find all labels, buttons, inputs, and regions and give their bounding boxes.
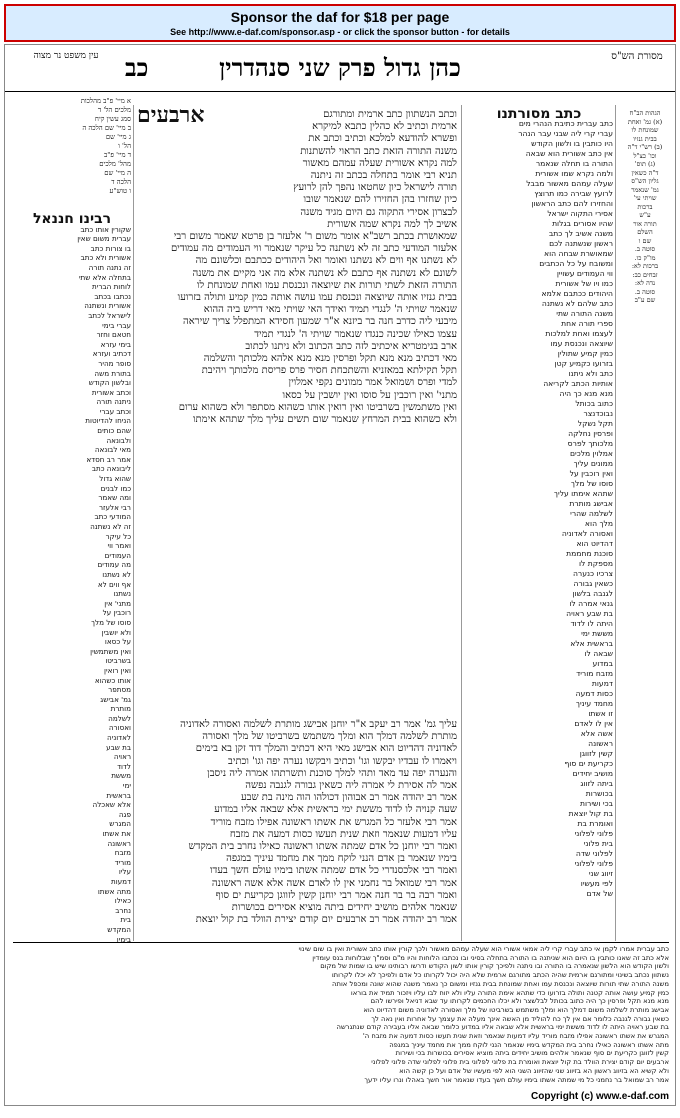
- margin-note: (ב) רש"י ד"ה: [627, 143, 663, 151]
- commentary-line: על כסאו: [104, 637, 131, 647]
- rashi-line: כמו ויו של אשורית: [555, 279, 613, 288]
- gemara-line: התורה הזאת לשתי תורות את שיוצאה ונכנסת עמו ואחת שמונחת לו: [196, 279, 457, 291]
- rashi-line: בזרועו כקמיע קטן: [554, 359, 613, 368]
- sponsor-headline[interactable]: Sponsor the daf for $18 per page: [230, 9, 450, 25]
- rashi-line: התורה בו תחלה שנאמר: [535, 159, 613, 168]
- rashi-line: ואין רוכבין על: [569, 469, 613, 478]
- ein-mishpat-label: עין משפט נר מצוה: [33, 51, 99, 61]
- commentary-line: רבי אלעזר: [98, 502, 131, 512]
- gemara-line: בימיו שנאמר בן אדם הנני לוקח ממך את מחמד עיניך במגפה: [226, 853, 457, 865]
- gemara-line: מיבעי ליה כדרב חנה בר ביזנא א"ר שמעון חסידא המתפלל צריך שיראה: [183, 316, 457, 328]
- margin-note: ה מיי' שם: [104, 169, 131, 177]
- rashi-line: בראשית אלא: [570, 639, 613, 648]
- gemara-line: למה נקרא אשורית שעלה עמהם מאשור: [302, 157, 457, 169]
- page-header: [5, 49, 675, 89]
- rashi-line: היהודים ככתבם אלמא: [541, 289, 613, 298]
- commentary-line: לדוד: [117, 761, 131, 771]
- rashi-line: לפי מעשיו: [580, 879, 613, 888]
- rashi-line: לפלוני שדה: [575, 849, 613, 858]
- commentary-line: דמעות: [111, 876, 131, 886]
- bottom-commentary-line: כמין קמיע עושה אותה קטנה ותולה בזרועו כדי שתהא אימת התורה עליו ולא יזוח לבו עליו ויזכור תמיד את בוראו: [350, 988, 669, 997]
- gemara-line: ואמר רבה בר בר חנה אמר רבי יוחנן קשין לזווגן כקריעת ים סוף: [215, 889, 457, 901]
- gemara-line: אשיב לך למה נקרא שמה אשורית: [327, 218, 457, 230]
- rashi-line: כתב שלהם לא נשתנה: [541, 299, 613, 308]
- rashi-line: מספקת לו: [578, 559, 613, 568]
- commentary-line: ראויה: [113, 752, 131, 762]
- rashi-line: ראשון שנשתנה לכם: [549, 239, 613, 248]
- rashi-line: ולמה נקרא שמו אשורית: [535, 169, 613, 178]
- rashi-line: בית פלוני: [583, 839, 613, 848]
- masoret-hashas-column: [617, 109, 673, 939]
- gemara-line: בבית גנזיו אותה שיוצאה ונכנסת עמו עושה אותה כמין קמיע ותולה בזרועו: [177, 292, 457, 304]
- bottom-commentary-line: ולשון הקודש הוא הלשון שנאמרה בו התורה ובו ניתנה ולפיכך קורין אותו לשון הקודש ודרשו רבותינו שיש בו שמות של מקום: [320, 962, 669, 971]
- gemara-line: עליו דמעות שנאמר וזאת שנית תעשו כסות דמעה את מזבח: [229, 828, 457, 840]
- bottom-commentary-line: ולא קשיא הא בזיווג ראשון הא בזיווג שני שהזיווג השני הוא לפי מעשיו של אדם ועל כן קשה הוא: [399, 1066, 669, 1075]
- gemara-line: ופשרא להודעא למלכא וכתיב וכתב את: [308, 133, 457, 145]
- gemara-line: לא נשתנו אף ווים לא נשתנו ואומר ואל היהודים ככתבם וכלשונם מה: [195, 255, 457, 267]
- margin-note: הגהות הב"ח: [629, 109, 661, 117]
- commentary-line: סוסו של מלך: [91, 617, 131, 627]
- gemara-line: שעה קנויה לו לדוד מששת ימי בראשית אלא שבאה אליו במדוע: [214, 804, 457, 816]
- commentary-line: כל עיקר: [105, 531, 131, 541]
- gemara-line: אמר לה אסירת לי אמרה ליה כשאין גבורה לגנבה נפשה: [245, 780, 457, 792]
- rashi-line: כתב ולא ניתנו: [568, 369, 613, 378]
- commentary-line: אשורית ונשתנה: [84, 301, 131, 311]
- commentary-line: ליבונאה כתב: [91, 464, 131, 474]
- gemara-line: עליך גמ' אמר רב יעקב א"ר יוחנן אבישג מותרת לשלמה ואסורה לאדוניה: [180, 719, 457, 730]
- rashi-line: לגנבה בלשון: [572, 589, 613, 598]
- rashi-line: לשלמה שהרי: [570, 509, 613, 518]
- gemara-line: אמר רב יהודה אמר רב אבוהון דכולהו הוה מינה בת שבע: [240, 792, 457, 804]
- gemara-line: למדי ופרס ושמואל אמר ממונים נקפי אמלוין: [288, 377, 457, 389]
- commentary-line: בימיו: [116, 934, 131, 944]
- rashi-line: כתב עברית כתיבת הנהרי מים: [518, 119, 613, 128]
- gemara-line: לאדוניה דהדיוט הוא אבישג מאי היא דכתיב והמלך דוד זקן בא בימים: [195, 743, 457, 755]
- gemara-line: שנאמר אלהים מושיב יחידים ביתה מוציא אסירים בכושרות: [231, 902, 457, 914]
- rashi-line: כשאין גבורה: [573, 579, 613, 588]
- gemara-line: תקל תקילתא במאזניא והשתכחת חסיר פרס פריסת מלכותך ויהיבת: [201, 365, 457, 377]
- gemara-line: לבצרון אסירי התקוה גם היום מגיד משנה: [300, 206, 457, 218]
- margin-note: מו"ק כו.: [634, 253, 656, 262]
- commentary-line: עברית משום שאין: [77, 234, 131, 244]
- margin-note: (ג) תוס': [634, 160, 656, 168]
- margin-note: השלם: [637, 228, 653, 236]
- commentary-line: מה עמודים: [97, 560, 131, 570]
- bottom-commentary-line: כשאין גבורה לגנבה כלומר אם אין לך כח להוליד מן האשה אינך מעלה את עצמך על אחרות ואין נאה לך: [371, 1014, 669, 1023]
- gemara-line: מותרת לשלמה דמלך הוא ומלך משתמש בשרביטו של מלך ואסורה: [202, 731, 457, 743]
- commentary-line: את אשתו: [102, 829, 131, 838]
- page-number: כב: [125, 53, 149, 82]
- margin-note: תורה אור: [633, 219, 657, 228]
- gemara-line: ואמר רבי יוחנן כל אדם שמתה אשתו ראשונה כאילו נחרב בית המקדש: [188, 841, 457, 853]
- bottom-commentary-line: משנה התורה שתי תורות שיוצאה ונכנסת עמו ואחת שמונחת בבית גנזיו ומשום כך נאמר משנה שהוא שונה ומכפל אותה: [332, 979, 669, 988]
- commentary-line: רוכבין על: [102, 608, 131, 618]
- margin-note: וכו' כצ"ל: [633, 151, 657, 160]
- margin-note: נדה לא:: [634, 279, 656, 287]
- commentary-line: וכתב עברי: [99, 406, 131, 416]
- margin-note: מלכים הל' ד: [97, 106, 131, 114]
- commentary-line: אשורית ולא כתב: [80, 253, 131, 263]
- margin-note: שויתי עי': [633, 194, 657, 202]
- bottom-commentary-line: אלא כתב זה שאנו כותבין בו היום הוא שניתנה בו התורה בתחלה בסיני ובו נכתבו הלוחות והיו מ"ם וסמ"ך שבלוחות בנס עומדין: [312, 953, 669, 962]
- gemara-line: ויאמרו לו עבדיו יבקשו וגו' וכתיב ויבקשו נערה יפה וגו' וכתיב: [228, 755, 457, 767]
- rashi-line: פלוני לפלוני: [574, 829, 613, 838]
- rashi-line: ואומרת בת: [577, 819, 613, 828]
- commentary-line: ואין רואין: [104, 665, 131, 675]
- sponsor-subline[interactable]: See http://www.e-daf.com/sponsor.asp - or click the sponsor button - for details: [170, 27, 510, 37]
- margin-note: ב מיי' שם הלכה ה: [82, 124, 131, 132]
- rashi-line: ווי העמודים עשויין: [556, 269, 613, 278]
- gemara-line: ארמית וכתיב לא כהלין כתבא למיקרא: [312, 121, 457, 133]
- commentary-line: מותרת: [110, 704, 131, 714]
- rashi-line: אין כתב אשורית הוא שבאה: [525, 149, 613, 158]
- rashi-line: בת קול יוצאת: [568, 809, 613, 818]
- rashi-line: שעלה עמהם מאשור מבבל: [526, 179, 613, 188]
- commentary-line: מסתפר: [108, 685, 131, 695]
- commentary-line: עברי בימי: [102, 320, 131, 330]
- gemara-line: ולא כשהוא בבית המרחץ שנאמר שום תשים עליך מלך שתהא אימתו: [192, 414, 457, 426]
- rashi-line: אין לו לאדם: [574, 719, 613, 728]
- rashi-line: אבישג מותרת: [569, 499, 613, 508]
- bottom-commentary-line: המגרש את אשתו ראשונה אפילו מזבח מוריד עליו דמעות שנאמר וזאת שנית תעשו כסות דמעה את מזבח ה': [362, 1032, 669, 1041]
- bottom-commentary-line: אמר רב שמואל בר נחמני כל מי שמתה אשתו בימיו עולם חשך בעדו שנאמר אור חשך באהלו ונרו עליו ידעך: [364, 1075, 669, 1084]
- commentary-line: בת שבע: [106, 742, 131, 752]
- rashi-line: שמאושרת שבחה הוא: [544, 249, 613, 258]
- commentary-line: ובלשון הקודש: [88, 378, 131, 388]
- gemara-line: לשונם לא נשתנה אף כתבם לא נשתנה אלא מה אני מקיים את משנה: [192, 267, 457, 279]
- margin-note: ד מיי' פ"ב: [103, 151, 131, 159]
- commentary-line: מששת: [111, 771, 131, 781]
- rashi-line: סוסו של מלך: [570, 479, 613, 488]
- commentary-line: בתחלה אלא שתי: [78, 272, 131, 282]
- commentary-line: המגרש: [109, 819, 131, 829]
- gemara-line: מתני' ואין רוכבין על סוסו ואין יושבין על כסאו: [282, 389, 457, 401]
- margin-note: ברכות לא:: [631, 262, 659, 270]
- rashi-line: מושיב יחידים: [572, 769, 613, 778]
- commentary-line: סופר מהיר: [98, 358, 131, 368]
- margin-note: גליון הש"ס: [631, 177, 659, 185]
- bottom-commentary-line: בת שבע ראויה היתה לו לדוד מששת ימי בראשית אלא שבאה אליו במדוע כלומר שבאה אליו בעבירה קודם שנתגרשה: [336, 1023, 669, 1032]
- commentary-line: העמודים: [104, 550, 131, 560]
- commentary-line: נחרב: [115, 905, 131, 915]
- commentary-line: כאילו: [114, 896, 131, 906]
- commentary-line: ראשונה: [107, 838, 131, 848]
- rashi-line: כקריעת ים סוף: [564, 759, 613, 768]
- column-divider: [615, 105, 616, 941]
- rashi-line: בת שבע ראויה: [566, 609, 613, 618]
- bottom-commentary-line: נשתוון נכתב בשינוי ומתורגם ארמית שהיה הכתב מתורגם ארמית שלא היה יכול לקרותו כל אדם ולפיכך לא יכלו לקרותו: [331, 971, 669, 980]
- rashi-line: משנה אשיב לך כתב: [548, 229, 613, 238]
- margin-note: גמ' שנאמר: [631, 185, 659, 194]
- margin-note: זבחים כב:: [632, 270, 658, 279]
- commentary-line: הניחו להדיוטות: [85, 416, 131, 426]
- bottom-commentary-line: כתב עברית אמרו לקמן אי כתב עברי קרי ליה אמאי אשורי הוא שעלה עמהם מאשור ולכך קורין אותו כתב אשורית ואין בו שום שינוי: [298, 945, 669, 953]
- commentary-line: ואין משתמשין: [90, 646, 131, 656]
- rashi-line: מלך הוא: [584, 519, 613, 528]
- margin-note: א מיי' פ"ב מהלכות: [80, 97, 131, 105]
- gemara-line: אמר רבי אלעזר כל המגרש את אשתו ראשונה אפילו מזבח מוריד: [210, 816, 457, 828]
- commentary-line: מוריד: [114, 857, 131, 867]
- talmud-page: [4, 44, 676, 1106]
- commentary-line: מאי לבונאה: [94, 445, 131, 455]
- commentary-line: ואמר ווי: [107, 541, 131, 551]
- rashi-line: משנה התורה שתי: [556, 309, 613, 318]
- rashi-line: נבוכדנצר: [583, 409, 613, 418]
- rashi-line: כסות דמעה: [575, 689, 613, 698]
- commentary-line: ואסורה: [108, 723, 131, 733]
- rashi-line: דהדיוט הוא: [576, 539, 613, 548]
- rashi-line: כתוב בכותל: [575, 399, 613, 408]
- rashi-line: ספרי תורה אחת: [561, 319, 613, 328]
- margin-note: ברכות: [637, 202, 653, 211]
- gemara-line: ואין משתמשין בשרביטו ואין רואין אותו כשהוא מסתפר ולא כשהוא ערום: [178, 401, 457, 413]
- footnote-rule: [13, 942, 669, 943]
- commentary-line: חטאם וחזר: [96, 330, 131, 340]
- commentary-line: שהם כותים: [97, 426, 131, 436]
- commentary-line: בשרביטו: [105, 656, 131, 666]
- gemara-line: מאי דכתיב מנא מנא תקל ופרסין מנא מנא אלהא מלכותך והשלמה: [203, 353, 457, 365]
- gemara-line: כיון שחזרו בהן החזירו להם שנאמר שובו: [303, 194, 457, 206]
- commentary-line: אלא שאכלה: [92, 800, 131, 810]
- rashi-line: דמעות: [591, 679, 613, 688]
- rashi-line: אסירי התקוה ישראל: [547, 209, 613, 218]
- column-divider: [133, 105, 134, 941]
- commentary-line: אותו כשהוא: [94, 675, 131, 685]
- commentary-line: זה נתנה תורה: [88, 262, 131, 272]
- tosafot-heading: רבינו חננאל: [32, 211, 112, 227]
- rashi-line: היתה לו לדוד: [570, 619, 613, 628]
- rashi-line: בכושרות: [585, 789, 613, 798]
- margin-note: שמונחת לו: [631, 126, 659, 134]
- rashi-line: והחזירו להם כתב הראשון: [531, 199, 613, 208]
- rashi-line: מחמד עיניך: [575, 699, 613, 708]
- commentary-line: אף ווים לא: [97, 579, 131, 589]
- opening-word: ארבעים: [137, 102, 205, 128]
- rashi-line: עברי קרי ליה שבני עבר הנהר: [518, 129, 613, 138]
- commentary-line: ולא יושבין: [101, 627, 131, 637]
- commentary-line: בית: [120, 915, 131, 925]
- column-divider: [461, 105, 462, 941]
- page-title: כהן גדול פרק שני סנהדרין: [219, 53, 461, 82]
- rabbeinu-chananel-commentary: [13, 211, 131, 944]
- rashi-line: של אדם: [586, 889, 613, 898]
- commentary-line: מתני' אין: [104, 598, 131, 608]
- commentary-line: עליו: [118, 867, 131, 877]
- rashi-line: ופרסין נחלקה: [568, 429, 613, 438]
- commentary-line: לוחות הברית: [92, 282, 131, 292]
- ein-mishpat-column: [13, 97, 131, 207]
- bottom-commentary-line: מתה אשתו ראשונה כאילו נחרב בית המקדש בימיו שנאמר הנני לוקח ממך את מחמד עיניך במגפה: [389, 1040, 669, 1049]
- gemara-line: וכתב הנשתוון כתב ארמית ומתורגם: [323, 109, 457, 120]
- gemara-line: והנערה יפה עד מאד ותהי למלך סוכנת ותשרתהו אמרה ליה ניסבן: [207, 767, 457, 779]
- gemara-main-text: [137, 102, 457, 719]
- commentary-line: כמו לבנים: [100, 483, 131, 493]
- rashi-line: במדוע: [592, 659, 613, 668]
- gemara-line: שנאמר שויתי ה' לנגדי תמיד ואידך האי שויתי מאי דריש ביה ההוא: [203, 304, 457, 316]
- commentary-line: לא נשתנו: [102, 569, 131, 579]
- rashi-line: שבאה לו: [584, 649, 613, 658]
- rashi-line: מלכותך לפרס: [567, 439, 613, 448]
- sponsor-banner[interactable]: [4, 4, 676, 42]
- rashi-commentary: [465, 106, 613, 939]
- gemara-line: תניא רבי אומר בתחלה בכתב זה ניתנה: [310, 170, 457, 182]
- rashi-line: ביתה לזווג: [580, 779, 613, 788]
- rashi-line: היו כותבין בו ולשון הקודש: [531, 139, 613, 148]
- commentary-line: ולבונאה: [106, 435, 131, 445]
- commentary-line: ומה שאמר: [98, 493, 131, 503]
- bottom-commentary-line: קשין לזווגן כקריעת ים סוף שנאמר אלהים מושיב יחידים ביתה מוציא אסירים בכושרות בכי ושירות: [395, 1049, 669, 1058]
- commentary-line: גמ' אבישג: [100, 694, 131, 704]
- rashi-line: לרועץ שבירה כמו תרוצץ: [534, 189, 613, 198]
- margin-note: סוטה ב.: [634, 287, 656, 296]
- commentary-line: לאדוניה: [107, 733, 131, 743]
- gemara-line: משנה התורה הזאת כתב הראוי להשתנות: [300, 145, 457, 157]
- rashi-line: מזבח מוריד: [576, 669, 613, 678]
- margin-note: ג מיי' שם: [105, 133, 131, 141]
- commentary-line: מתה אשתו: [97, 886, 131, 896]
- rashi-line: שתהא אימתו עליך: [553, 489, 613, 498]
- commentary-line: זה לא נשתנה: [90, 522, 131, 531]
- gemara-lower-text: [137, 719, 457, 939]
- margin-note: שם ע"ב: [634, 296, 656, 304]
- gemara-line: שמאושרת בכתב רשב"א אומר משום ר' אלעזר בן פרטא שאמר משום רבי: [173, 231, 457, 243]
- bottom-commentary-line: אבישג מותרת לשלמה משום דמלך הוא ומלך משתמש בשרביטו של מלך ואסורה לאדוניה משום דהדיוט הוא: [363, 1005, 669, 1014]
- rashi-line: לעצמו ואחת למלכות: [545, 329, 613, 338]
- commentary-line: בתורת משה: [94, 368, 131, 378]
- rashi-line: אמלוין מלכים: [569, 449, 613, 458]
- commentary-line: בראשית: [106, 790, 131, 800]
- rashi-line: פלוני לפלוני: [574, 859, 613, 868]
- rashi-line: זיווג שני: [588, 869, 613, 878]
- rashi-line: קשין לזווגן: [579, 749, 613, 758]
- margin-note: ע"ש: [639, 211, 651, 219]
- commentary-line: דכתיב ועזרא: [92, 349, 131, 359]
- margin-note: מהל' מלכים: [99, 160, 131, 168]
- commentary-line: שקורין אותו כתב: [80, 224, 131, 234]
- commentary-line: בו צורות כתב: [90, 243, 131, 253]
- commentary-line: ניתנה תורה: [96, 397, 131, 407]
- rashi-line: גנאי אמרה לו: [569, 599, 613, 608]
- margin-note: ו טוש"ע: [109, 187, 131, 195]
- rashi-line: זו אשתו: [588, 709, 613, 718]
- margin-note: סוטה ב.: [634, 245, 656, 253]
- rashi-line: מששת ימי: [581, 629, 613, 638]
- commentary-line: בימי עזרא: [100, 339, 131, 349]
- header-rule: [5, 91, 675, 92]
- rashi-line: שיוצאה ונכנסת עמו: [550, 339, 613, 348]
- margin-note: שם ו: [638, 236, 652, 245]
- gemara-line: אלעזר המודעי כתב זה לא נשתנה כל עיקר שנאמר ווי העמודים מה עמודים: [170, 243, 457, 255]
- rashi-line: בכי ושירות: [579, 799, 613, 808]
- gemara-line: ואמר רבי אלכסנדרי כל אדם שמתה אשתו בימיו עולם חשך בעדו: [209, 865, 457, 877]
- commentary-line: המקדש: [107, 924, 131, 934]
- gemara-line: ארב בגימטריא איכתיב לזה כתב הכתוב ולא ניתנו לכתוב: [245, 340, 457, 352]
- rashi-line: ראשונה: [588, 739, 613, 748]
- rashi-line: ממונים עליך: [573, 459, 613, 468]
- commentary-line: וכתב אשורית: [91, 387, 131, 397]
- bottom-commentary-line: מנא מנא תקל ופרסין כך היה כתוב בכותל לבלשצר ולא יכלו החכמים לקרותו עד שבא דניאל ופירשו להם: [370, 997, 669, 1006]
- rashi-line: צרכיו כנערה: [572, 569, 613, 578]
- gemara-line: אמר רב יהודה אמר רב ארבעים יום קודם יצירת הוולד בת קול יוצאת: [195, 914, 457, 926]
- rashi-line: ומשובח על כל הכתבים: [539, 259, 613, 268]
- commentary-line: שהוא גדול: [99, 474, 131, 484]
- margin-note: בבית גנזיו: [633, 134, 657, 143]
- margin-note: הלכה ד: [111, 178, 131, 186]
- commentary-line: לישראל לכתב: [88, 310, 131, 320]
- bottom-commentary-line: ארבעים יום קודם יצירת הוולד בת קול יוצאת ואומרת בת פלוני לפלוני בית פלוני לפלוני שדה פלוני לפלוני: [371, 1058, 669, 1067]
- gemara-line: עצמו כאילו שכינה כנגדו שנאמר שויתי ה' לנגדי תמיד: [254, 328, 457, 340]
- rashi-line: אותיות הכתב לקריאה: [543, 379, 613, 388]
- commentary-line: פגה: [118, 809, 131, 819]
- rashi-line: ואסורה לאדוניה: [561, 529, 613, 538]
- commentary-line: לשלמה: [108, 713, 131, 723]
- commentary-line: מזבח: [114, 848, 131, 858]
- commentary-line: אמר רב חסדא: [86, 454, 131, 464]
- rashi-heading: כתב מסורתנו: [496, 106, 582, 122]
- commentary-line: נשתנו: [113, 589, 131, 599]
- masoret-hashas-label: מסורת הש"ס: [611, 51, 663, 62]
- rashi-line: תקל נשקל: [577, 419, 613, 428]
- rashi-line: סוכנת מחממת: [566, 549, 613, 558]
- commentary-line: נכתבו בכתב: [94, 291, 131, 301]
- commentary-line: ימי: [122, 781, 131, 791]
- gemara-line: אמר רבי שמואל בר נחמני אין לו לאדם אשה אלא אשה ראשונה: [211, 877, 457, 889]
- margin-note: הל' ו: [118, 142, 131, 150]
- rashi-line: שהיו אסורים בגלות: [552, 219, 613, 228]
- rashi-line: מנא מנא כך היה: [559, 389, 613, 398]
- bottom-commentary: [13, 945, 669, 1087]
- gemara-line: תורה לישראל כיון שחטאו נהפך להן לרועץ: [293, 182, 457, 194]
- commentary-line: המודעי כתב: [94, 512, 131, 522]
- rashi-line: כמין קמיע שתולין: [557, 349, 613, 358]
- margin-note: (א) גמ' ואחת: [627, 117, 663, 126]
- margin-note: ד"ה כשאין: [631, 168, 659, 177]
- margin-note: סמג עשין קיח: [94, 115, 131, 123]
- rashi-line: אשה אלא: [580, 729, 613, 738]
- copyright-notice[interactable]: Copyright (c) www.e-daf.com: [531, 1091, 669, 1102]
